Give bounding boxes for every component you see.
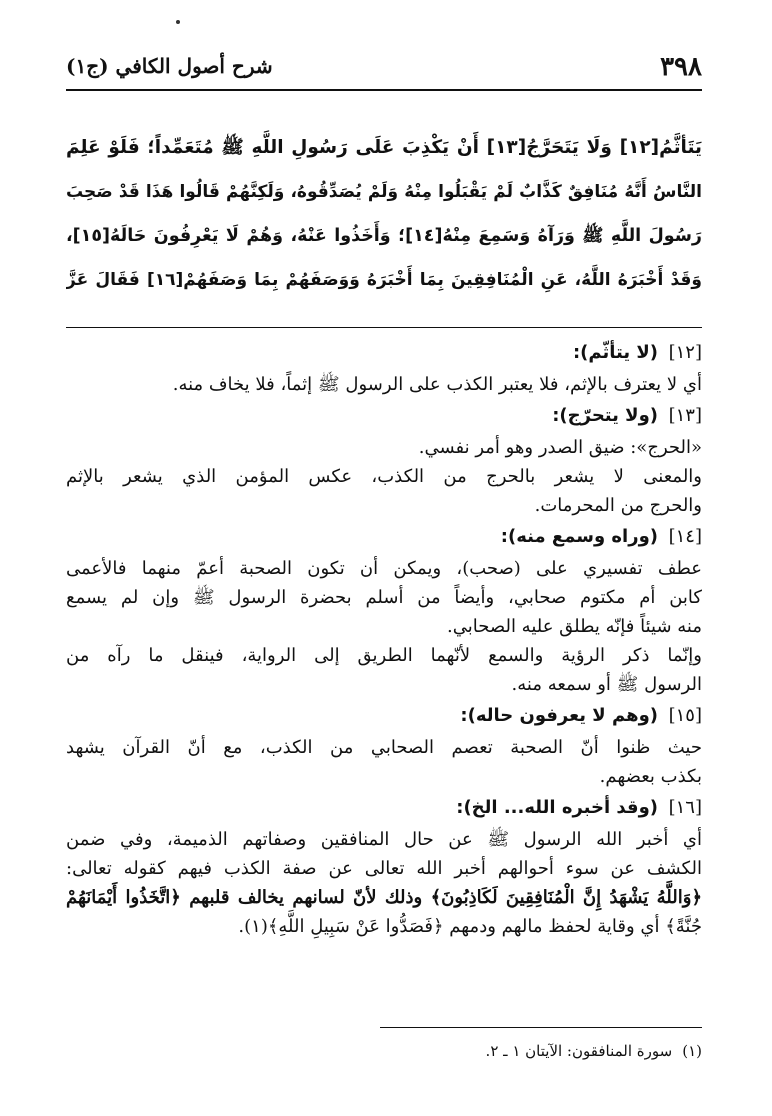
- note-line: الكشف عن سوء أحوالهم أخبر الله تعالى عن صفة الكذب فيهم كقوله تعالى:: [66, 858, 702, 879]
- note-15: [66, 701, 702, 791]
- note-number: [١٢]: [668, 342, 702, 363]
- note-line: والحرج من المحرمات.: [534, 495, 702, 516]
- note-title: (وقد أخبره الله... الخ):: [456, 797, 658, 818]
- print-speck: [176, 20, 180, 24]
- page-number: ٣٩٨: [660, 52, 702, 82]
- note-line: منه شيئاً فإنّه يطلق عليه الصحابي.: [447, 616, 702, 637]
- footnote-text: سورة المنافقون: الآيتان ١ ـ ٢.: [485, 1042, 673, 1060]
- note-line: بكذب بعضهم.: [599, 766, 702, 787]
- note-line: وإنّما ذكر الرؤية والسمع لأنّهما الطريق إلى الرواية، فينقل ما رآه من: [66, 645, 702, 666]
- note-12: [66, 338, 702, 399]
- hadith-line: رَسُولَ اللَّهِ ﷺ وَرَآهُ وَسَمِعَ مِنْهُ[١٤]؛ وَأَخَذُوا عَنْهُ، وَهُمْ لَا يَعْرِفُونَ حَالَهُ[١٥]،: [66, 226, 702, 246]
- note-title: (وهم لا يعرفون حاله):: [460, 705, 658, 726]
- quran-verse-line: جُنَّةً﴾ أي وقاية لحفظ مالهم ودمهم ﴿فَصَدُّوا عَنْ سَبِيلِ اللَّهِ﴾(١).: [238, 916, 702, 937]
- note-13: [66, 401, 702, 520]
- hadith-line: النَّاسُ أَنَّهُ مُنَافِقٌ كَذَّابٌ لَمْ يَقْبَلُوا مِنْهُ وَلَمْ يُصَدِّقُوهُ، وَلَكِنَّهُمْ قَالُوا هَذَا قَدْ صَحِبَ: [66, 182, 702, 202]
- note-14: [66, 522, 702, 699]
- footnote-rule: [380, 1027, 702, 1028]
- note-line: أي لا يعترف بالإثم، فلا يعتبر الكذب على الرسول ﷺ إثماً، فلا يخاف منه.: [172, 374, 702, 395]
- note-line: والمعنى لا يشعر بالحرج من الكذب، عكس المؤمن الذي يشعر بالإثم: [66, 466, 702, 487]
- note-title: (لا يتأثّم):: [572, 342, 658, 363]
- footnote: [486, 1042, 702, 1060]
- note-line: كابن أم مكتوم صحابي، وأيضاً من أسلم بحضرة الرسول ﷺ وإن لم يسمع: [66, 587, 702, 608]
- note-line: حيث ظنوا أنّ الصحبة تعصم الصحابي من الكذب، مع أنّ القرآن يشهد: [66, 737, 702, 758]
- note-number: [١٣]: [668, 405, 702, 426]
- quran-verse-line: ﴿وَاللَّهُ يَشْهَدُ إِنَّ الْمُنَافِقِينَ لَكَاذِبُونَ﴾ وذلك لأنّ لسانهم يخالف قلبهم ﴿اتَّخَذُوا أَيْمَانَهُمْ: [66, 887, 702, 908]
- header-rule: [66, 89, 702, 91]
- note-number: [١٤]: [668, 526, 702, 547]
- note-line: أي أخبر الله الرسول ﷺ عن حال المنافقين وصفاتهم الذميمة، وفي ضمن: [66, 829, 702, 850]
- note-title: (وراه وسمع منه):: [500, 526, 658, 547]
- hadith-line: وَقَدْ أَخْبَرَهُ اللَّهُ، عَنِ الْمُنَافِقِينَ بِمَا أَخْبَرَهُ وَوَصَفَهُمْ بِمَا وَصَفَهُمْ[١٦] فَقَالَ عَزَّ: [66, 270, 702, 290]
- note-line: عطف تفسيري على (صحب)، ويمكن أن تكون الصحبة أعمّ منهما فالأعمى: [66, 558, 702, 579]
- hadith-text: [66, 126, 702, 302]
- section-rule: [66, 327, 702, 328]
- running-title: شرح أصول الكافي (ج١): [66, 54, 273, 78]
- note-16: [66, 793, 702, 941]
- commentary-notes: [66, 338, 702, 943]
- hadith-line: يَتَأثَّمُ[١٢] وَلَا يَتَحَرَّجُ[١٣] أَنْ يَكْذِبَ عَلَى رَسُولِ اللَّهِ ﷺ مُتَعَمِّداً؛ فَلَوْ عَلِمَ: [66, 137, 702, 158]
- note-line: الرسول ﷺ أو سمعه منه.: [511, 674, 702, 695]
- footnote-marker: (١): [682, 1042, 702, 1060]
- note-title: (ولا يتحرّج):: [552, 405, 658, 426]
- page-header: [66, 50, 702, 86]
- note-number: [١٦]: [668, 797, 702, 818]
- note-line: «الحرج»: ضيق الصدر وهو أمر نفسي.: [418, 437, 702, 458]
- note-number: [١٥]: [668, 705, 702, 726]
